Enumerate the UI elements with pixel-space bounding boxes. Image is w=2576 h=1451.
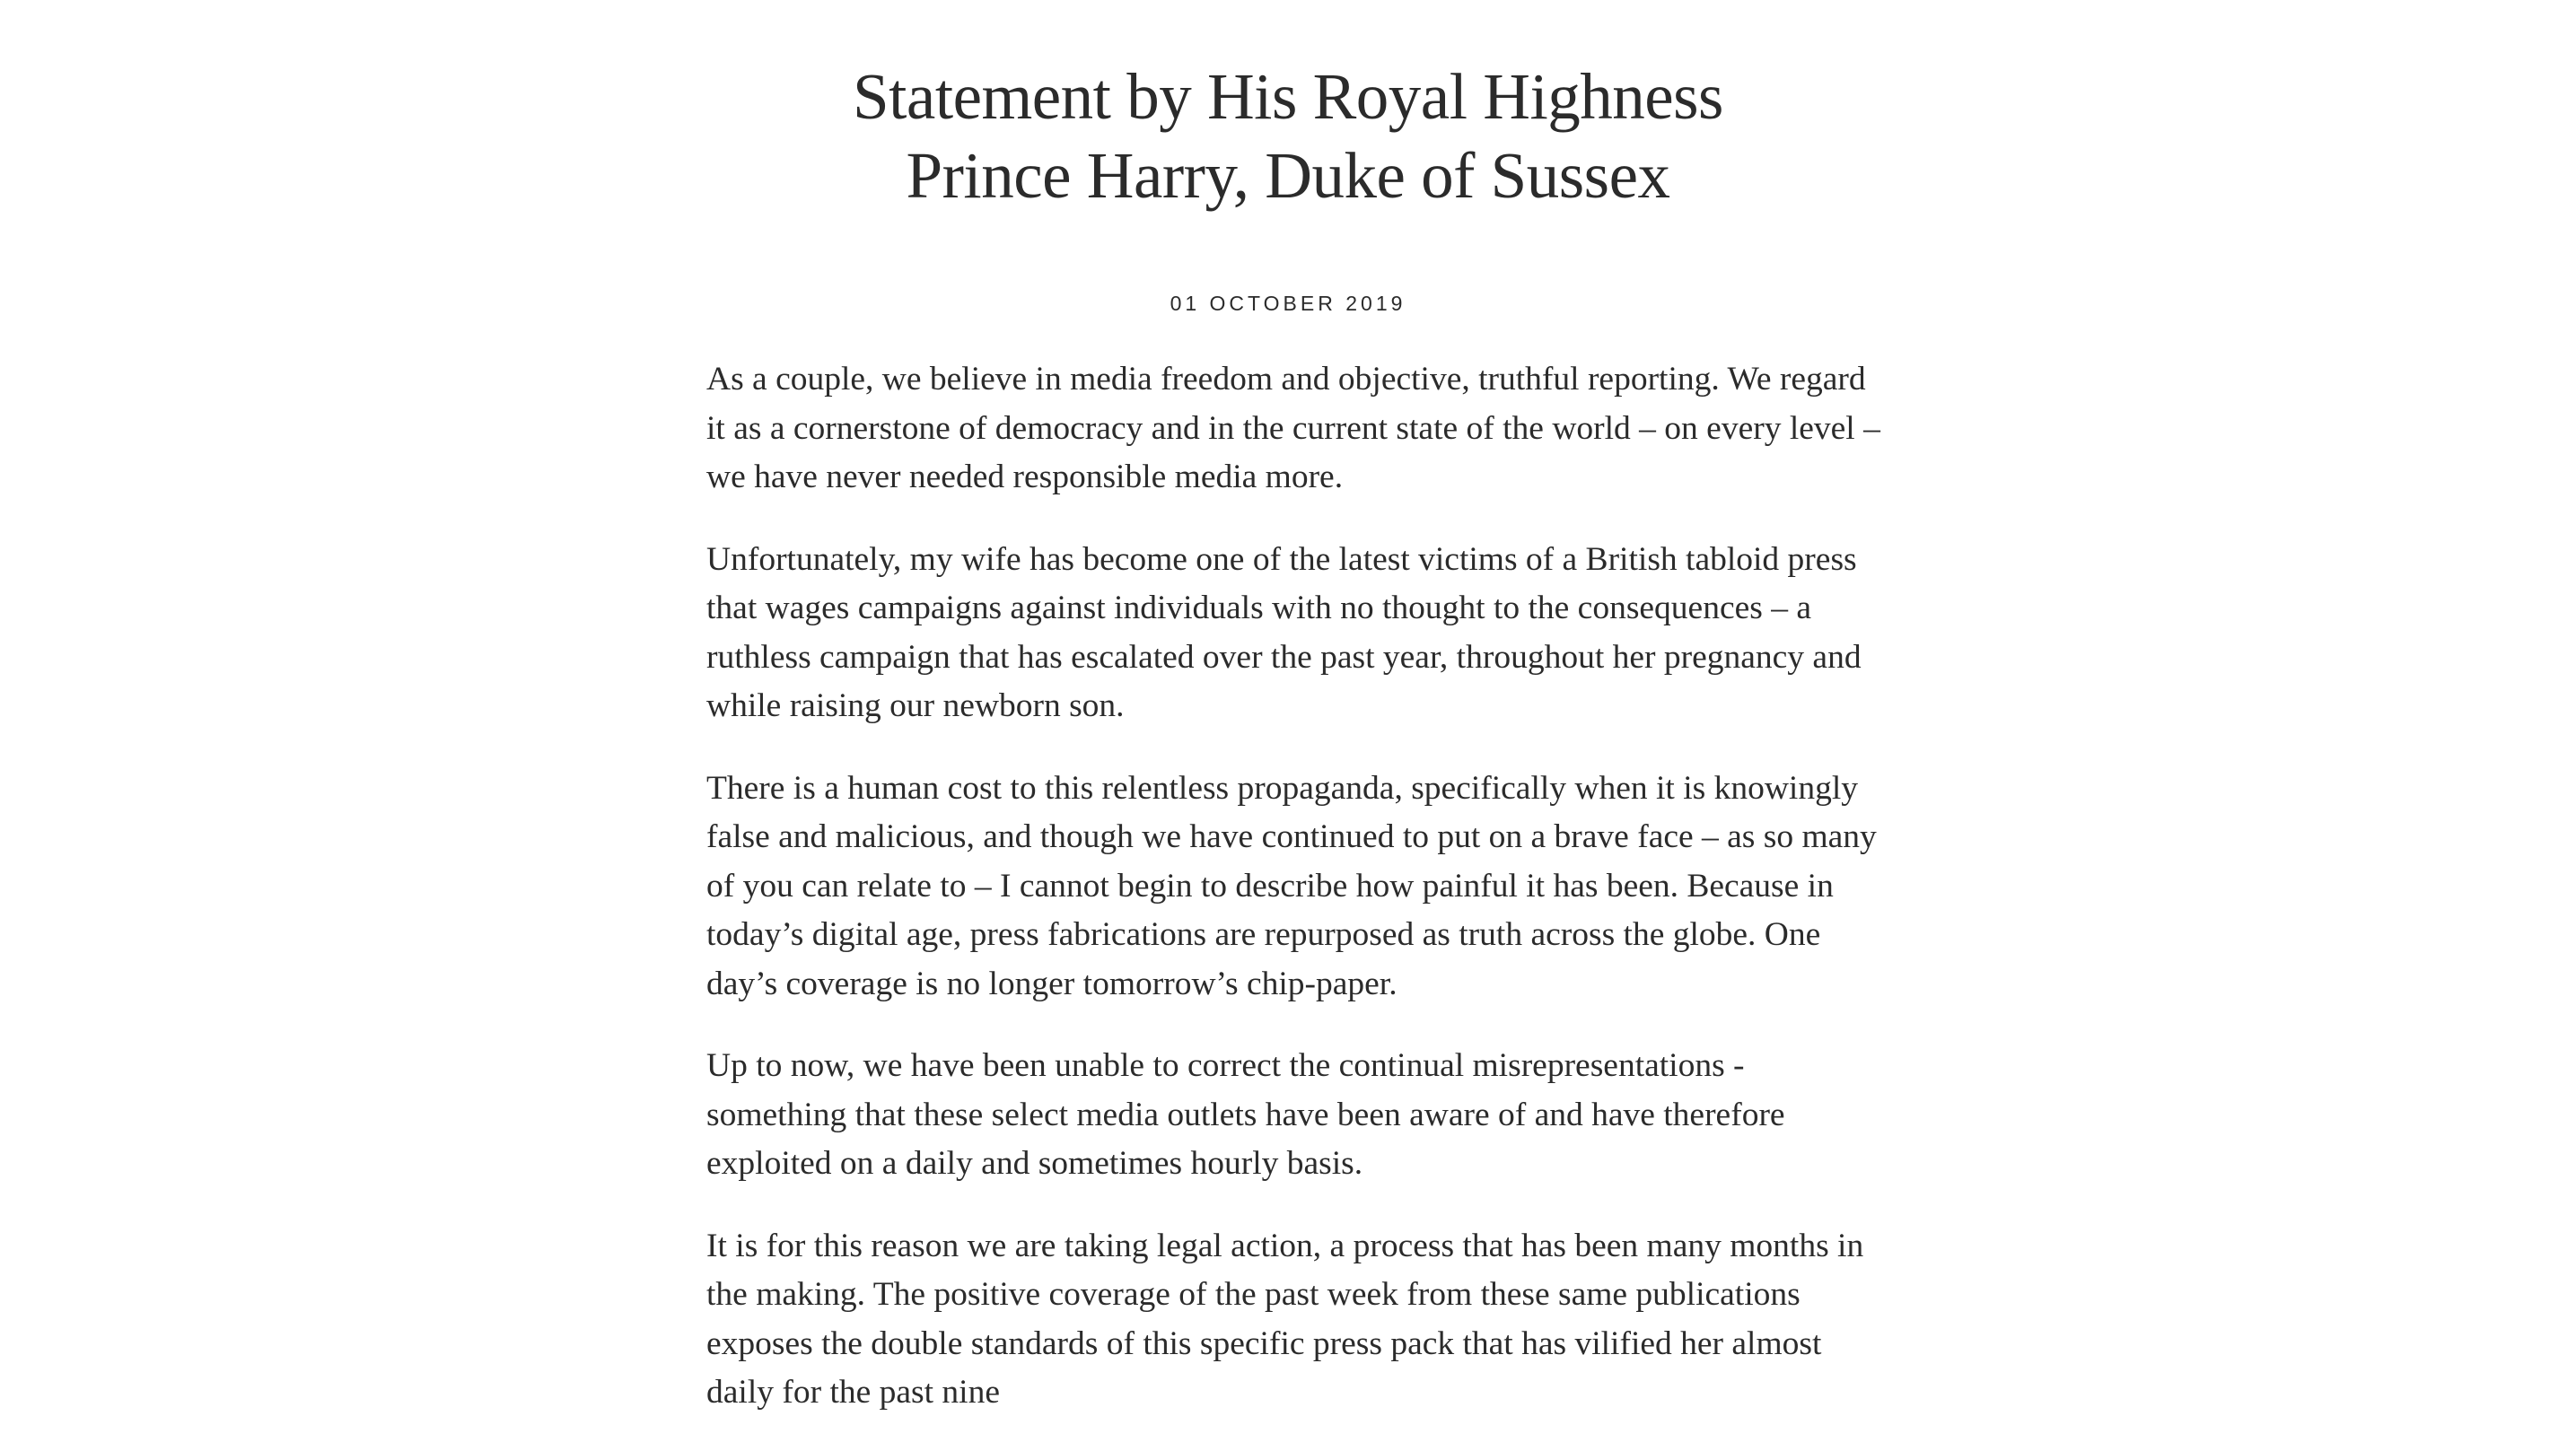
paragraph-5: It is for this reason we are taking legal action, a process that has been many months in the making. The positive coverage of the past week from these same publications exposes the double standards of this specific press pack that has vilified her almost daily for the past nine [706, 1227, 1864, 1411]
paragraph-4: Up to now, we have been unable to correct the continual misrepresentations - something that these select media outlets have been aware of and have therefore exploited on a daily and sometimes hourly basis. [706, 1047, 1785, 1182]
paragraph-3: There is a human cost to this relentless propaganda, specifically when it is knowingly false and malicious, and though we have continued to put on a brave face – as so many of you can relate to – I cannot begin to describe how painful it has been. Because in today’s digital age, press fabrications are repurposed as truth across the globe. One day’s coverage is no longer tomorrow’s chip-paper. [706, 769, 1877, 1002]
paragraph-2: Unfortunately, my wife has become one of the latest victims of a British tabloid press that wages campaigns against individuals with no thought to the consequences – a ruthless campaign that has escalated over the past year, throughout her pregnancy and while raising our newborn son. [706, 540, 1862, 724]
publish-date: 01 OCTOBER 2019 [1170, 292, 1406, 315]
page-title [0, 57, 2576, 215]
article-body [706, 355, 1891, 1451]
page-title-line-1: Statement by His Royal Highness [853, 60, 1723, 133]
page-title-line-2: Prince Harry, Duke of Sussex [906, 139, 1670, 212]
paragraph-1: As a couple, we believe in media freedom and objective, truthful reporting. We regard it as a cornerstone of democracy and in the current state of the world – on every level – we have never needed responsible media more. [706, 361, 1880, 495]
